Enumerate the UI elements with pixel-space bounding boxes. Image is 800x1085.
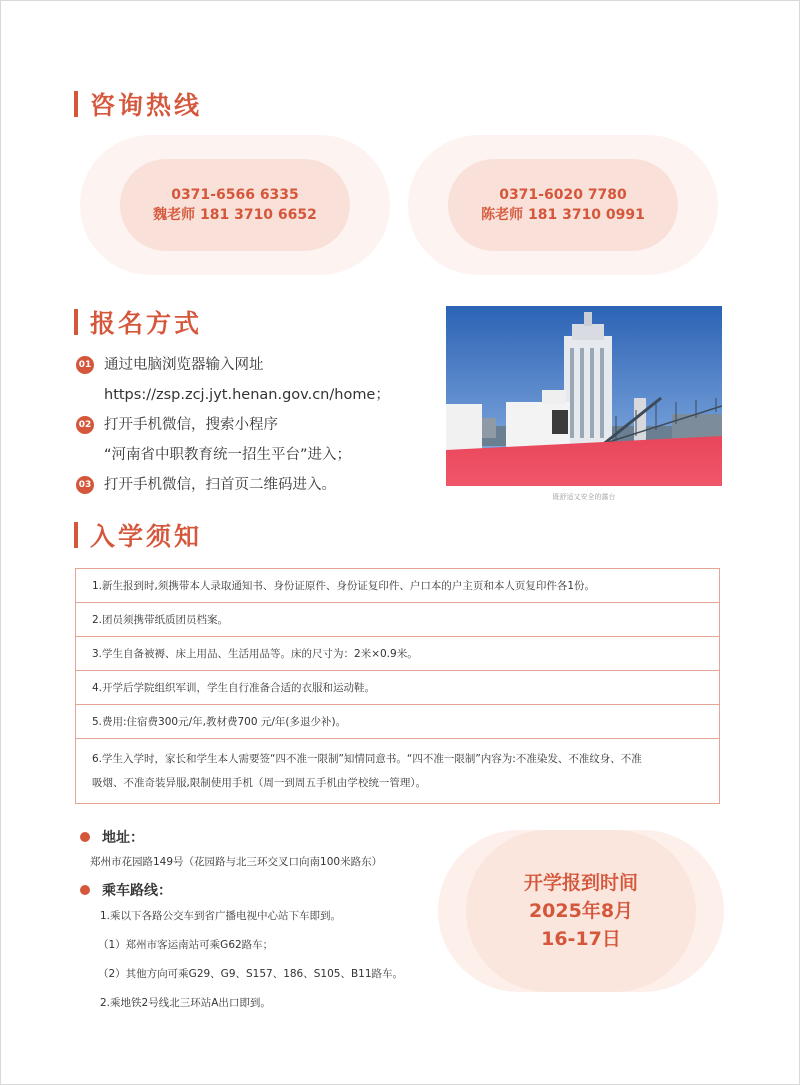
registration-title: 报名方式 — [90, 309, 203, 338]
route-line: 2.乘地铁2号线北三环站A出口即到。 — [100, 997, 271, 1009]
title-accent-bar — [74, 522, 78, 548]
step-number-badge: 02 — [76, 416, 94, 434]
photo-caption: 既舒适又安全的露台 — [552, 493, 616, 501]
hotline-card-2 — [408, 135, 718, 275]
notice-title: 入学须知 — [90, 522, 203, 551]
route-line: （2）其他方向可乘G29、G9、S157、186、S105、B11路车。 — [98, 968, 404, 980]
route-heading — [80, 879, 500, 901]
registration-list — [76, 350, 436, 500]
hotline-card-1-inner — [120, 159, 350, 251]
notice-row-6-text — [92, 747, 642, 795]
route-label: 乘车路线： — [102, 883, 172, 899]
hotline-card-1 — [80, 135, 390, 275]
report-time-month: 2025年8月 — [528, 900, 634, 922]
title-accent-bar — [74, 309, 78, 335]
report-time-title: 开学报到时间 — [523, 872, 638, 894]
step-number-badge: 03 — [76, 476, 94, 494]
notice-row: 2.团员须携带纸质团员档案。 — [76, 603, 719, 637]
hotline-1-contact[interactable]: 魏老师 181 3710 6652 — [153, 207, 317, 223]
report-time-badge — [438, 830, 724, 992]
hotline-2-phone[interactable]: 0371-6020 7780 — [499, 187, 627, 203]
registration-section-title — [74, 304, 202, 340]
notice-table — [75, 568, 720, 804]
step-number-badge: 01 — [76, 356, 94, 374]
terrace-photo-illustration — [446, 306, 722, 486]
notice-row: 4.开学后学院组织军训，学生自行准备合适的衣服和运动鞋。 — [76, 671, 719, 705]
notice-row-6-line-1: 6.学生入学时，家长和学生本人需要签“四不准一限制”知情同意书。“四不准一限制”内容为:不准染发、不准纹身、不准 — [92, 753, 642, 765]
hotline-2-contact[interactable]: 陈老师 181 3710 0991 — [481, 207, 645, 223]
address-heading — [80, 826, 500, 848]
route-line: 1.乘以下各路公交车到省广播电视中心站下车即到。 — [100, 910, 342, 922]
bullet-dot — [80, 832, 90, 842]
hotline-section-title — [74, 86, 202, 122]
notice-row: 3.学生自备被褥、床上用品、生活用品等。床的尺寸为：2米×0.9米。 — [76, 637, 719, 671]
notice-row-6 — [76, 739, 719, 803]
notice-row: 1.新生报到时,须携带本人录取通知书、身份证原件、身份证复印件、户口本的户主页和本人页复印件各1份。 — [76, 569, 719, 603]
notice-section-title — [74, 517, 202, 553]
step-3-text: 打开手机微信，扫首页二维码进入。 — [104, 477, 336, 493]
report-time-inner — [466, 830, 696, 992]
step-1-text: 通过电脑浏览器输入网址 — [104, 357, 264, 373]
registration-step-2 — [76, 410, 436, 470]
hotline-1-phone[interactable]: 0371-6566 6335 — [171, 187, 299, 203]
step-2-text: 打开手机微信，搜索小程序 — [104, 417, 278, 433]
step-1-url[interactable]: https://zsp.zcj.jyt.henan.gov.cn/home； — [104, 387, 390, 403]
bullet-dot — [80, 885, 90, 895]
notice-row: 5.费用:住宿费300元/年,教材费700 元/年(多退少补)。 — [76, 705, 719, 739]
step-2-platform: “河南省中职教育统一招生平台”进入； — [104, 447, 352, 463]
hotline-title: 咨询热线 — [90, 91, 203, 120]
route-line: （1）郑州市客运南站可乘G62路车； — [98, 939, 274, 951]
report-time-days: 16-17日 — [541, 928, 621, 950]
hotline-card-2-inner — [448, 159, 678, 251]
notice-row-6-line-2: 吸烟、不准奇装异服,限制使用手机（周一到周五手机由学校统一管理）。 — [92, 777, 427, 789]
registration-step-3 — [76, 470, 436, 500]
address-label: 地址： — [102, 830, 144, 846]
registration-step-1 — [76, 350, 436, 410]
address-value: 郑州市花园路149号（花园路与北三环交叉口向南100米路东） — [90, 856, 383, 868]
campus-terrace-photo — [446, 306, 722, 486]
title-accent-bar — [74, 91, 78, 117]
address-route-block — [80, 826, 500, 1010]
